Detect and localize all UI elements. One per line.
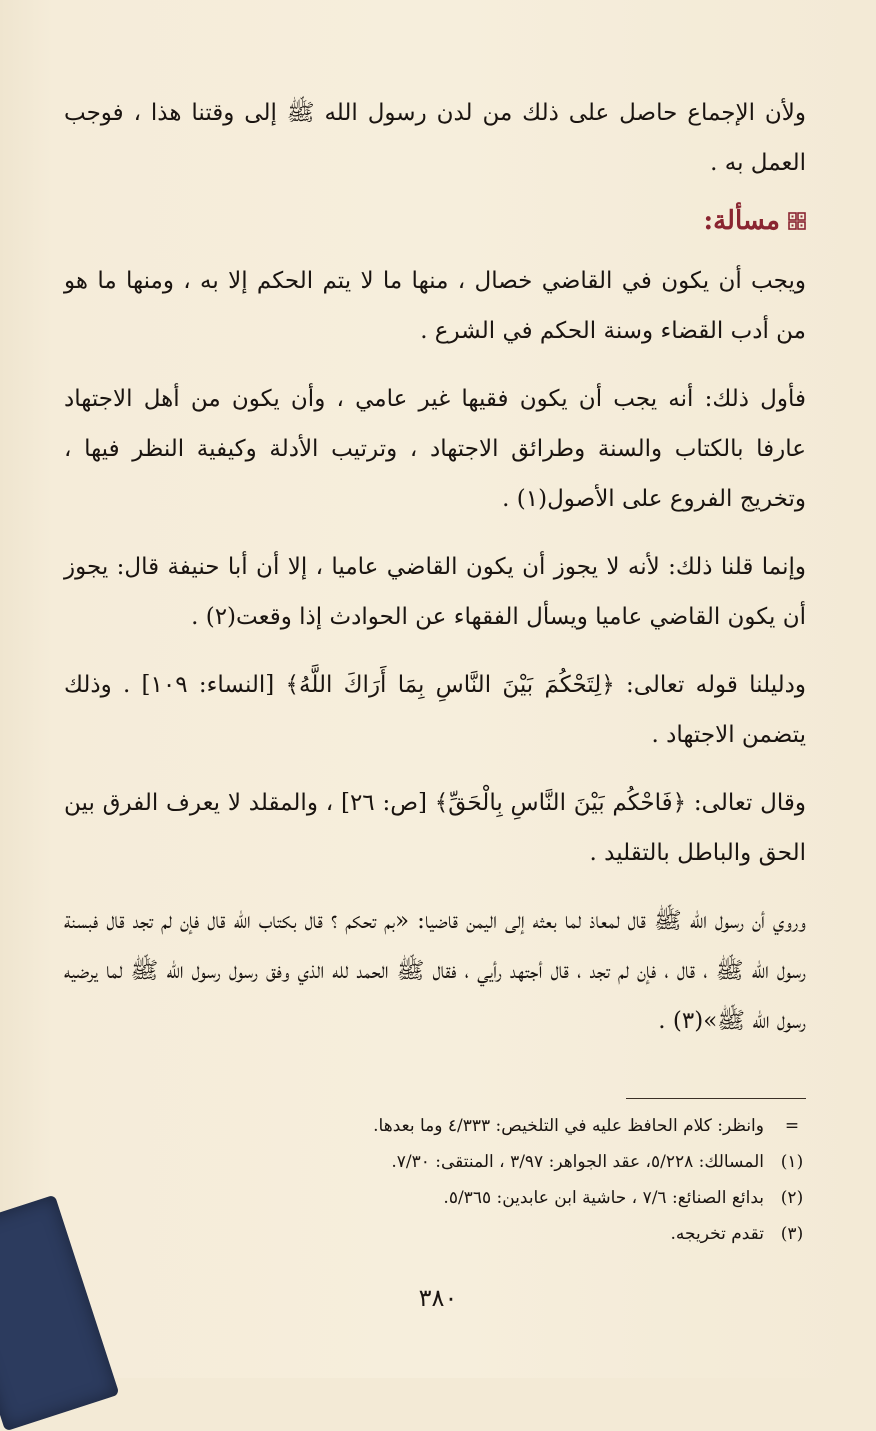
footnote-item bbox=[64, 1108, 806, 1144]
footnote-text: بدائع الصنائع: ٧/٦ ، حاشية ابن عابدين: ٥/٣٦٥. bbox=[443, 1188, 764, 1208]
footnotes bbox=[64, 1108, 806, 1252]
paragraph-5: ودليلنا قوله تعالى: ﴿لِتَحْكُمَ بَيْنَ النَّاسِ بِمَا أَرَاكَ اللَّهُ﴾ [النساء: ١٠٩] . وذلك يتضمن الاجتهاد . bbox=[64, 672, 806, 748]
footnote-item bbox=[64, 1180, 806, 1216]
main-text bbox=[64, 88, 806, 1064]
footnote-marker: (٣) bbox=[780, 1224, 804, 1244]
footnote-item bbox=[64, 1144, 806, 1180]
footnote-marker: (١) bbox=[780, 1152, 804, 1172]
paragraph-7: وروي أن رسول الله ﷺ قال لمعاذ لما بعثه إلى اليمن قاضيا: «بم تحكم ؟ قال بكتاب الله قال فإن لم تجد قال فبسنة رسول الله ﷺ ، قال ، فإن لم تجد ، قال أجتهد رأيي ، فقال ﷺ الحمد لله الذي وفق رسول رسول الله ﷺ لما يرضيه رسول الله ﷺ»(٣) . bbox=[64, 908, 806, 1034]
section-heading bbox=[64, 206, 806, 236]
ornament-icon bbox=[788, 212, 806, 230]
paragraph-3: فأول ذلك: أنه يجب أن يكون فقيها غير عامي ، وأن يكون من أهل الاجتهاد عارفا بالكتاب والسنة وطرائق الاجتهاد ، وترتيب الأدلة وكيفية النظر فيها ، وتخريج الفروع على الأصول(١) . bbox=[64, 386, 806, 512]
page-number: ٣٨٠ bbox=[418, 1284, 458, 1312]
footnote-divider bbox=[626, 1098, 806, 1099]
paragraph-4: وإنما قلنا ذلك: لأنه لا يجوز أن يكون القاضي عاميا ، إلا أن أبا حنيفة قال: يجوز أن يكون القاضي عاميا ويسأل الفقهاء عن الحوادث إذا وقعت(٢) . bbox=[64, 554, 806, 630]
footnote-item bbox=[64, 1216, 806, 1252]
footnote-text: وانظر: كلام الحافظ عليه في التلخيص: ٤/٣٣٣ وما بعدها. bbox=[373, 1116, 764, 1136]
footnote-marker: = bbox=[784, 1116, 800, 1136]
footnote-text: المسالك: ٥/٢٢٨، عقد الجواهر: ٣/٩٧ ، المنتقى: ٧/٣٠. bbox=[391, 1152, 764, 1172]
paragraph-1: ولأن الإجماع حاصل على ذلك من لدن رسول الله ﷺ إلى وقتنا هذا ، فوجب العمل به . bbox=[64, 100, 806, 176]
footnote-text: تقدم تخريجه. bbox=[670, 1224, 764, 1244]
footnote-marker: (٢) bbox=[780, 1188, 804, 1208]
heading-text: مسألة: bbox=[703, 206, 780, 236]
paragraph-2: ويجب أن يكون في القاضي خصال ، منها ما لا يتم الحكم إلا به ، ومنها ما هو من أدب القضاء وسنة الحكم في الشرع . bbox=[64, 268, 806, 344]
paragraph-6: وقال تعالى: ﴿فَاحْكُم بَيْنَ النَّاسِ بِالْحَقِّ﴾ [ص: ٢٦] ، والمقلد لا يعرف الفرق بين الحق والباطل بالتقليد . bbox=[64, 790, 806, 866]
